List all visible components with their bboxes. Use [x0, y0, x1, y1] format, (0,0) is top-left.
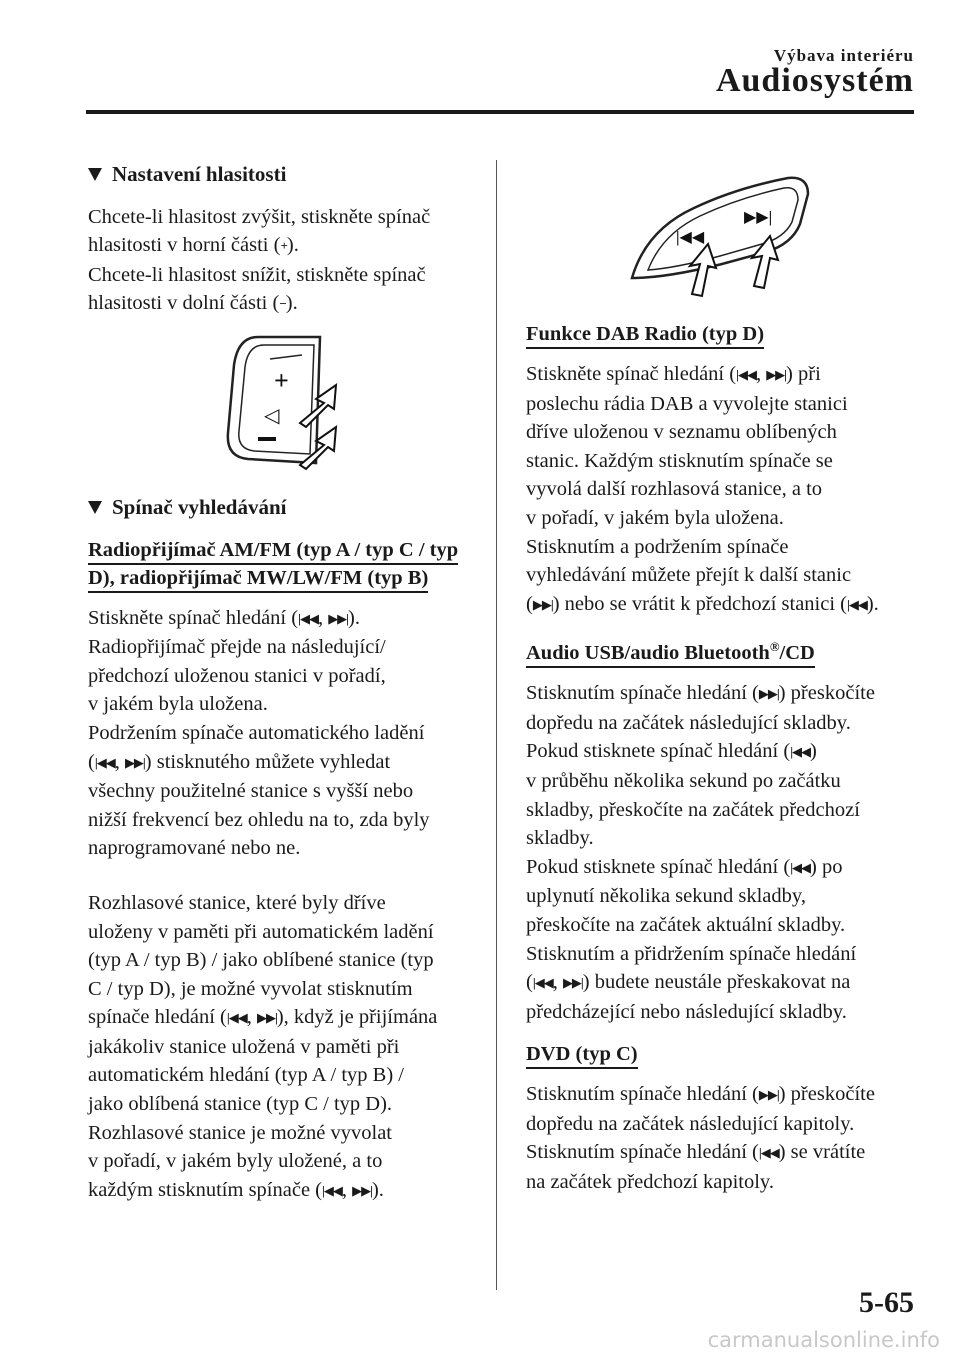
- right-column: [526, 160, 916, 1197]
- column-divider: [496, 160, 497, 1290]
- svg-text:|◀◀: |◀◀: [676, 229, 705, 246]
- triangle-bullet-icon: [88, 168, 102, 181]
- dvd-text: Stisknutím spínače hledání (▶▶|) přeskočíte dopředu na začátek následující kapitoly. Stisknutím spínače hledání (|◀◀) se vrátíte na začátek předchozí kapitoly.: [526, 1083, 875, 1194]
- next-track-icon: ▶▶|: [328, 610, 349, 626]
- plus-icon: +: [280, 238, 287, 254]
- previous-track-icon: |◀◀: [758, 1145, 779, 1161]
- previous-track-icon: |◀◀: [94, 754, 115, 770]
- previous-track-icon: |◀◀: [322, 1182, 342, 1198]
- radio-text: Stiskněte spínač hledání (|◀◀, ▶▶|). Radiopřijímač přejde na následující/ předchozí uloženou stanici v pořadí, v jakém byla uložena. Podržením spínače automatického ladění (|◀◀, ▶▶|) stisknutého můžete vyhledat všechny použitelné stanice s vyšší nebo nižší frekvencí bez ohledu na to, zda byly naprogramované nebo ne.: [88, 606, 430, 860]
- volume-switch-illustration: [88, 325, 476, 475]
- radio-subheading: Radiopřijímač AM/FM (typ A / typ C / typ D), radiopřijímač MW/LW/FM (typ B): [88, 536, 476, 592]
- next-track-icon: ▶▶|: [257, 1010, 277, 1026]
- svg-text:+: +: [274, 365, 289, 395]
- previous-track-icon: |◀◀: [790, 744, 811, 760]
- usb-text: Stisknutím spínače hledání (▶▶|) přeskočíte dopředu na začátek následující skladby. Pokud stisknete spínač hledání (|◀◀) v průběhu několika sekund po začátku skladby, přeskočíte na začátek předchozí skladby. Pokud stisknete spínač hledání (|◀◀) po uplynutí několika sekund skladby, přeskočíte na začátek aktuální skladby. Stisknutím a přidržením spínače hledání (|◀◀, ▶▶|) budete neustále přeskakovat na předcházející nebo následující skladby.: [526, 682, 875, 1023]
- watermark: carmanualsonline.info: [707, 1328, 940, 1352]
- seek-heading: Spínač vyhledávání: [88, 493, 476, 522]
- dvd-subheading: DVD (typ C): [526, 1040, 916, 1068]
- previous-track-icon: |◀◀: [790, 859, 811, 875]
- usb-subheading: Audio USB/audio Bluetooth®/CD: [526, 633, 916, 667]
- next-track-icon: ▶▶|: [352, 1182, 372, 1198]
- svg-text:▶▶|: ▶▶|: [744, 209, 773, 226]
- next-track-icon: ▶▶|: [766, 367, 787, 382]
- next-track-icon: ▶▶|: [758, 686, 779, 702]
- minus-icon: −: [279, 296, 286, 312]
- volume-heading: Nastavení hlasitosti: [88, 160, 476, 189]
- next-track-icon: ▶▶|: [562, 975, 583, 991]
- header-rule: [86, 110, 914, 114]
- previous-track-icon: |◀◀: [736, 367, 756, 382]
- previous-track-icon: |◀◀: [532, 975, 553, 991]
- volume-text: Chcete-li hlasitost zvýšit, stiskněte spínač hlasitosti v horní části (+). Chcete-li hlasitost snížit, stiskněte spínač hlasitosti v dolní části (−).: [88, 203, 476, 319]
- page-number: 5-65: [859, 1286, 914, 1319]
- previous-track-icon: |◀◀: [298, 610, 318, 626]
- header-section: Výbava interiéru: [773, 46, 914, 65]
- seek-switch-illustration: [526, 160, 916, 310]
- dab-subheading: Funkce DAB Radio (typ D): [526, 320, 916, 348]
- dab-text: Stiskněte spínač hledání (|◀◀, ▶▶|) při poslechu rádia DAB a vyvolejte stanici dříve uloženou v seznamu oblíbených stanic. Každým stisknutím spínače se vyvolá další rozhlasová stanice, a to v pořadí, v jakém byla uložena. Stisknutím a podržením spínače vyhledávání můžete přejít k další stanic (▶▶|) nebo se vrátit k předchozí stanici (|◀◀).: [526, 360, 916, 619]
- svg-text:◁: ◁: [264, 404, 280, 427]
- next-track-icon: ▶▶|: [532, 596, 553, 612]
- previous-track-icon: |◀◀: [847, 596, 867, 612]
- previous-track-icon: |◀◀: [226, 1010, 247, 1026]
- memory-recall-text: Rozhlasové stanice, které byly dříve uloženy v paměti při automatickém ladění (typ A / typ B) / jako oblíbené stanice (typ C / typ D), je možné vyvolat stisknutím spínače hledání (|◀◀, ▶▶|), když je přijímána jakákoliv stanice uložená v paměti při automatickém hledání (typ A / typ B) / jako oblíbená stanice (typ C / typ D). Rozhlasové stanice je možné vyvolat v pořadí, v jakém byly uložené, a to každým stisknutím spínače (|◀◀, ▶▶|).: [88, 889, 476, 1206]
- left-column: [88, 160, 476, 1205]
- header-title: Audiosystém: [715, 62, 914, 99]
- next-track-icon: ▶▶|: [758, 1087, 779, 1103]
- triangle-bullet-icon: [88, 501, 102, 514]
- next-track-icon: ▶▶|: [124, 754, 145, 770]
